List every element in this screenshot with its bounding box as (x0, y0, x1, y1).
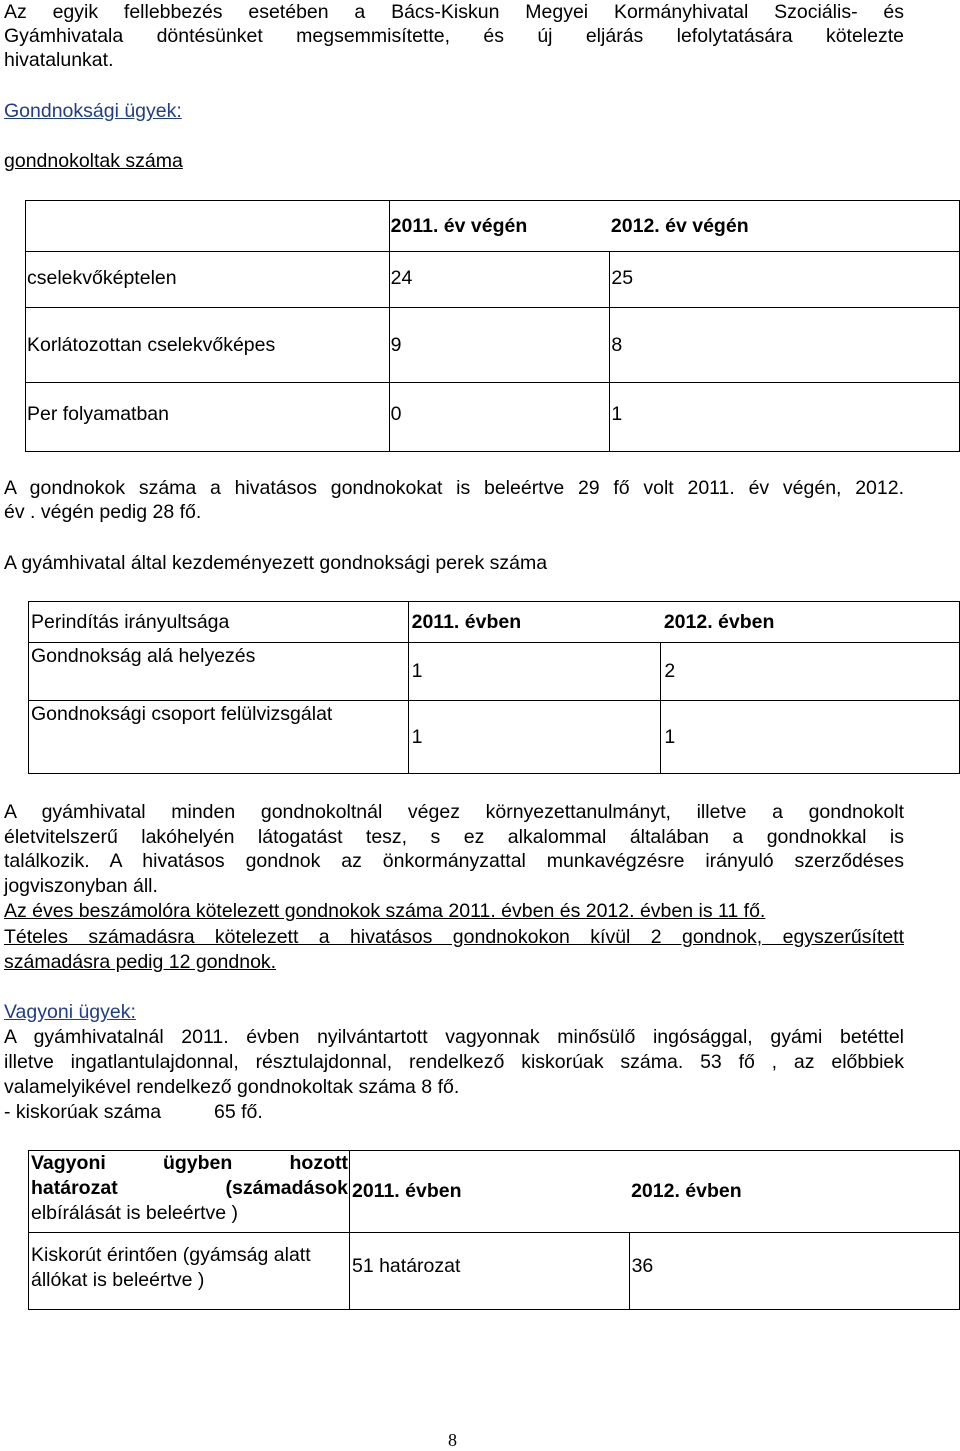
vagyoni-line-4b: 65 fő. (214, 1101, 263, 1123)
table-cell: Per folyamatban (26, 383, 390, 452)
table-header-cell (29, 1151, 350, 1233)
table-header-cell: 2011. év végén (389, 201, 610, 252)
vagyoni-line-3: valamelyikével rendelkező gondnokoltak száma 8 fő. (4, 1076, 460, 1098)
table-header-cell: 2011. évben (349, 1151, 629, 1233)
table-cell: Korlátozottan cselekvőképes (26, 308, 390, 383)
table-cell: Gondnoksági csoport felülvizsgálat (29, 701, 409, 774)
table-header-cell: 2012. év végén (610, 201, 960, 252)
vagyoni-header-line-2: határozat (számadások (31, 1177, 348, 1199)
intro-line-1: Az egyik fellebbezés esetében a Bács-Kiskun Megyei Kormányhivatal Szociális- és (4, 1, 904, 23)
kornyezet-line-6: Tételes számadásra kötelezett a hivatásos gondnokokon kívül 2 gondnok, egyszerűsített (4, 926, 904, 948)
vagyoni-row-line-1: Kiskorút érintően (gyámság alatt (31, 1244, 311, 1266)
vagyoni-heading: Vagyoni ügyek: (4, 1001, 136, 1023)
table-cell: 1 (610, 383, 960, 452)
gondnokoltak-table (25, 200, 960, 452)
table-cell: Gondnokság alá helyezés (29, 643, 409, 701)
gondnokok-summary-line-1: A gondnokok száma a hivatásos gondnokokat is beleértve 29 fő volt 2011. év végén, 2012. (4, 477, 904, 499)
table-cell: 51 határozat (349, 1233, 629, 1310)
kornyezet-line-3: találkozik. A hivatásos gondnok az önkormányzattal munkavégzésre irányuló szerződéses (4, 850, 904, 872)
table-cell: 8 (610, 308, 960, 383)
gondnoksagi-heading: Gondnoksági ügyek: (4, 100, 182, 122)
table-cell: 9 (389, 308, 610, 383)
perek-table (28, 601, 960, 774)
table-cell: 0 (389, 383, 610, 452)
kornyezet-line-5: Az éves beszámolóra kötelezett gondnokok száma 2011. évben és 2012. évben is 11 fő. (4, 900, 766, 922)
table-cell: 25 (610, 252, 960, 308)
gondnokoltak-szama-subheading: gondnokoltak száma (4, 150, 183, 172)
vagyoni-header-line-3: elbírálását is beleértve ) (31, 1202, 239, 1224)
table-row (29, 643, 960, 701)
intro-line-3: hivatalunkat. (4, 49, 114, 71)
kornyezet-line-7: számadásra pedig 12 gondnok. (4, 951, 277, 973)
table-header-cell: Perindítás irányultsága (29, 602, 409, 643)
table-header-row (26, 201, 960, 252)
vagyoni-line-4a: - kiskorúak száma (4, 1101, 162, 1123)
perek-heading: A gyámhivatal által kezdeményezett gondnoksági perek száma (4, 552, 548, 574)
vagyoni-header-line-1: Vagyoni ügyben hozott (31, 1152, 348, 1174)
vagyoni-table (28, 1150, 960, 1310)
table-header-cell: 2012. évben (629, 1151, 959, 1233)
table-cell: 2 (661, 643, 960, 701)
table-row (26, 252, 960, 308)
table-cell: 1 (408, 643, 661, 701)
table-cell (29, 1233, 350, 1310)
vagyoni-line-2: illetve ingatlantulajdonnal, résztulajdonnal, rendelkező kiskorúak száma. 53 fő , az előbbiek (4, 1051, 904, 1073)
table-cell: 1 (408, 701, 661, 774)
table-row (26, 308, 960, 383)
vagyoni-line-1: A gyámhivatalnál 2011. évben nyilvántartott vagyonnak minősülő ingósággal, gyámi betéttel (4, 1026, 904, 1048)
table-header-cell: 2012. évben (661, 602, 960, 643)
table-cell: 24 (389, 252, 610, 308)
kornyezet-line-1: A gyámhivatal minden gondnokoltnál végez környezettanulmányt, illetve a gondnokolt (4, 801, 904, 823)
table-cell: 36 (629, 1233, 959, 1310)
table-cell: 1 (661, 701, 960, 774)
page-number: 8 (448, 1430, 457, 1450)
table-row (29, 701, 960, 774)
table-cell (26, 201, 390, 252)
kornyezet-line-4: jogviszonyban áll. (4, 875, 158, 897)
table-row (26, 383, 960, 452)
gondnokok-summary-line-2: év . végén pedig 28 fő. (4, 501, 202, 523)
table-header-row (29, 602, 960, 643)
table-header-row (29, 1151, 960, 1233)
table-header-cell: 2011. évben (408, 602, 661, 643)
vagyoni-row-line-2: állókat is beleértve ) (31, 1269, 205, 1291)
table-cell: cselekvőképtelen (26, 252, 390, 308)
table-row (29, 1233, 960, 1310)
intro-line-2: Gyámhivatala döntésünket megsemmisítette, és új eljárás lefolytatására kötelezte (4, 25, 904, 47)
kornyezet-line-2: életvitelszerű lakóhelyén látogatást tesz, s ez alkalommal általában a gondnokkal is (4, 826, 904, 848)
